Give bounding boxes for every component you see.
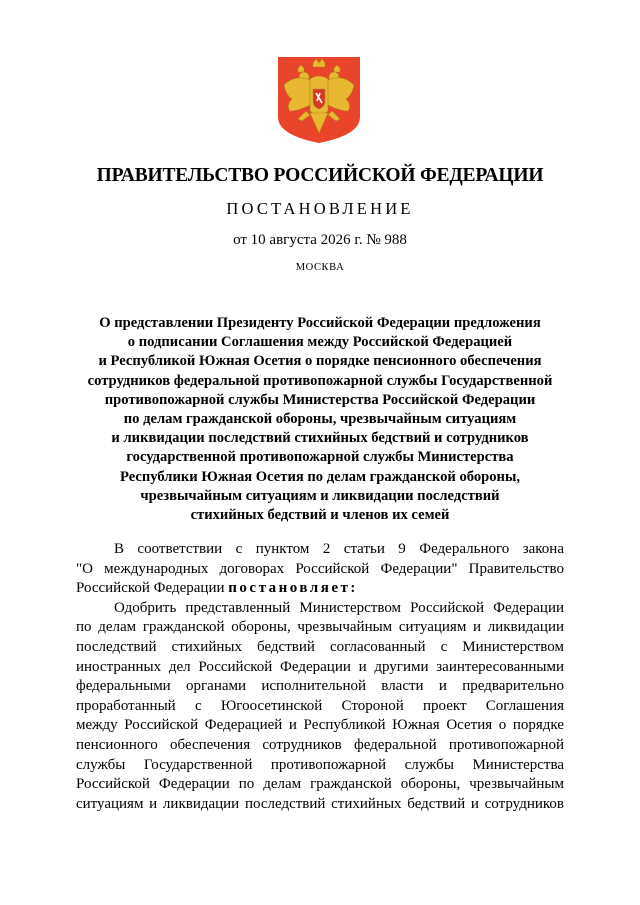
title-line: сотрудников федеральной противопожарной службы Государственной xyxy=(87,372,553,389)
title-line: чрезвычайным ситуациям и ликвидации последствий xyxy=(140,487,500,504)
document-date-number: от 10 августа 2026 г. № 988 xyxy=(233,232,407,248)
body-line: между Российской Федерацией и Республикой Южная Осетия о порядке xyxy=(76,717,564,734)
body-line: В соответствии с пунктом 2 статьи 9 Федерального закона xyxy=(114,541,564,557)
document-body xyxy=(76,540,564,814)
title-line: государственной противопожарной службы Министерства xyxy=(126,449,514,466)
body-line: Одобрить представленный Министерством Российской Федерации xyxy=(114,599,564,616)
title-line: О представлении Президенту Российской Федерации предложения xyxy=(99,315,541,331)
document-title xyxy=(60,314,580,525)
title-line: противопожарной службы Министерства Российской Федерации xyxy=(104,391,536,408)
government-name: ПРАВИТЕЛЬСТВО РОССИЙСКОЙ ФЕДЕРАЦИИ xyxy=(96,165,544,186)
body-line-decree xyxy=(76,579,564,599)
coat-of-arms-icon xyxy=(276,55,362,145)
body-line: федеральными органами исполнительной власти и предварительно xyxy=(76,678,564,695)
body-line: ситуациям и ликвидации последствий стихийных бедствий и сотрудников xyxy=(76,795,564,812)
body-line-text: Российской Федерации xyxy=(76,580,225,597)
body-line: службы Государственной противопожарной службы Министерства xyxy=(76,756,564,773)
title-line: по делам гражданской обороны, чрезвычайным ситуациям xyxy=(123,411,517,428)
title-line: и ликвидации последствий стихийных бедствий и сотрудников xyxy=(111,430,529,447)
body-line: последствий стихийных бедствий согласованный с Министерством xyxy=(76,638,564,655)
title-line: стихийных бедствий и членов их семей xyxy=(190,507,450,524)
body-line: по делам гражданской обороны, чрезвычайным ситуациям и ликвидации xyxy=(76,619,564,636)
body-line: иностранных дел Российской Федерации и другими заинтересованными xyxy=(76,658,564,675)
title-line: о подписании Соглашения между Российской Федерацией xyxy=(127,334,513,351)
document-city: МОСКВА xyxy=(295,262,345,273)
title-line: и Республикой Южная Осетия о порядке пенсионного обеспечения xyxy=(98,353,542,370)
document-type: ПОСТАНОВЛЕНИЕ xyxy=(226,199,414,218)
body-line: пенсионного обеспечения сотрудников федеральной противопожарной xyxy=(76,736,564,753)
decree-word: постановляет: xyxy=(228,580,358,597)
title-line: Республики Южная Осетия по делам гражданской обороны, xyxy=(119,468,521,485)
body-line: "О международных договорах Российской Федерации" Правительство xyxy=(76,560,564,577)
body-line: проработанный с Югоосетинской Стороной проект Соглашения xyxy=(76,697,564,714)
body-line: Российской Федерации по делам гражданской обороны, чрезвычайным xyxy=(76,776,564,793)
